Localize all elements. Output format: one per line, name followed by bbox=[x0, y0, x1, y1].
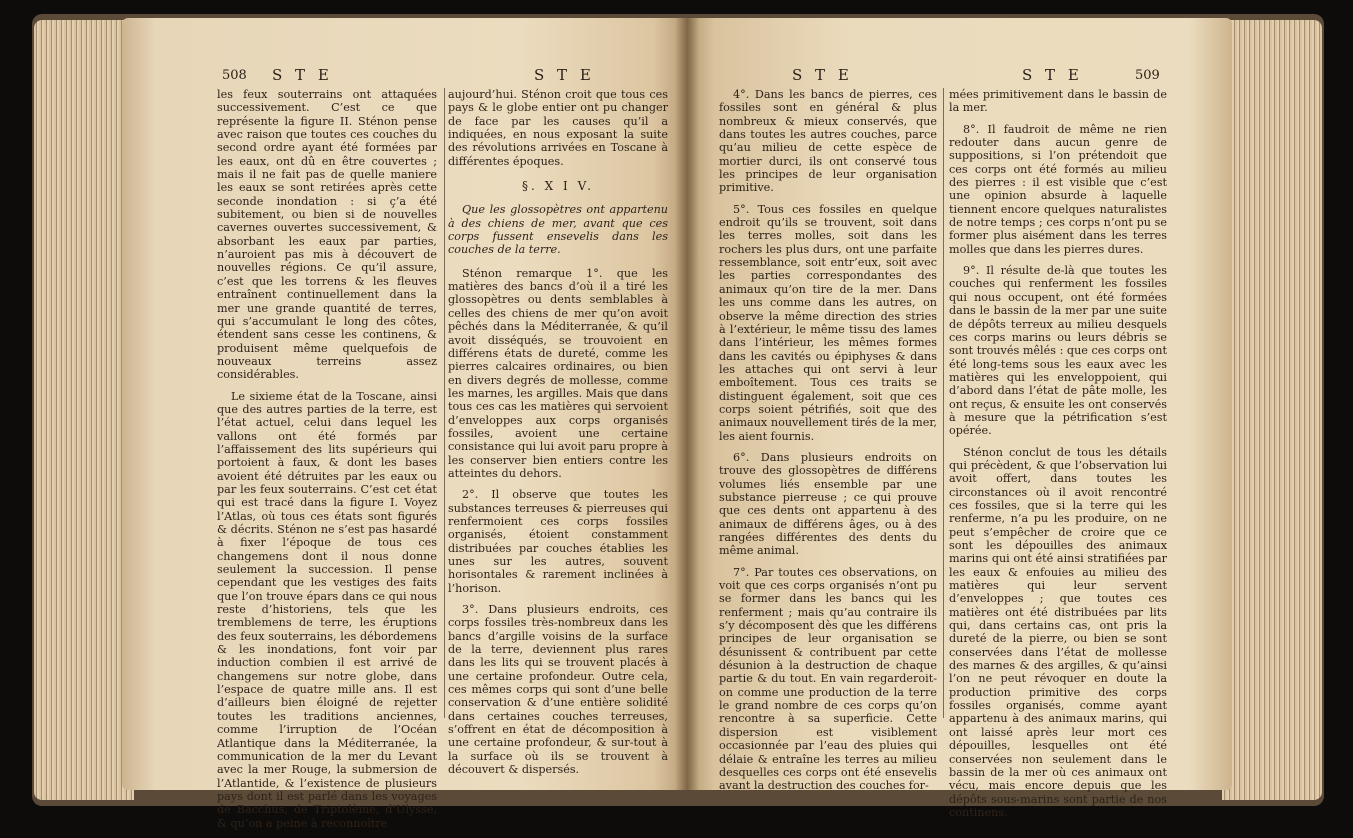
paragraph: Sténon conclut de tous les détails qui précèdent, & que l’observation lui avoit offert, dans toutes les circonstances où il avoit rencontré ces fossiles, que si la terre qui les renferme, n’a pu les produire, on ne peut s’empêcher de croire que ce sont les dépouilles des animaux marins qui ont été ainsi stratifiées par les eaux & enfouies au milieu des matières qui leur servent d’enveloppes ; que toutes ces matières ont été distribuées par lits qui, dans certains cas, ont pris la dureté de la pierre, ou bien se sont conservées dans l’état de mollesse des marnes & des argilles, & qu’ainsi l’on ne peut révoquer en doute la production primitive des corps fossiles organisés, comme ayant appartenu à des animaux marins, qui ont laissé après leur mort ces dépouilles, lesquelles ont été conservées non seulement dans le bassin de la mer où ces animaux ont vécu, mais encore depuis que les dépôts sous-marins sont partie de nos continens. bbox=[949, 445, 1167, 819]
section-summary: Que les glossopètres ont appartenu à des chiens de mer, avant que ces corps fussent ensevelis dans les couches de la terre. bbox=[448, 203, 668, 257]
paragraph: mées primitivement dans le bassin de la mer. bbox=[949, 88, 1167, 115]
left-column-1 bbox=[217, 88, 437, 838]
column-rule bbox=[444, 88, 445, 718]
running-head: S T E bbox=[272, 66, 333, 84]
paragraph: 8°. Il faudroit de même ne rien redouter dans aucun genre de suppositions, si l’on prétendoit que ces corps ont été formés au milieu des pierres : il est visible que c’est une opinion absurde à laquelle tiennent encore quelques naturalistes de notre temps ; ces corps n’ont pu se former plus aisément dans les terres molles que dans les pierres dures. bbox=[949, 122, 1167, 256]
section-title: §. X I V. bbox=[522, 179, 594, 194]
left-page bbox=[122, 18, 687, 830]
page-number: 508 bbox=[222, 68, 247, 83]
page-edges-left bbox=[34, 20, 134, 800]
left-column-2 bbox=[448, 88, 668, 785]
paragraph: 7°. Par toutes ces observations, on voit que ces corps organisés n’ont pu se former dans les bancs qui les renferment ; mais qu’au contraire ils s’y décomposent dès que les différens principes de leur organisation se désunissent & contribuent par cette désunion à la destruction de chaque partie & du tout. En vain regarderoit-on comme une production de la terre le grand nombre de ces corps qu’on rencontre à sa superficie. Cette dispersion est visiblement occasionnée par l’eau des pluies qui délaie & entraîne les terres au milieu desquelles ces corps ont été ensevelis avant la destruction des couches for- bbox=[719, 565, 937, 793]
right-column-2 bbox=[949, 88, 1167, 827]
paragraph: 3°. Dans plusieurs endroits, ces corps fossiles très-nombreux dans les bancs d’argille voisins de la surface de la terre, deviennent plus rares dans les lits qui se trouvent placés à une certaine profondeur. Outre cela, ces mêmes corps qui sont d’une belle conservation & d’une entière solidité dans certaines couches terreuses, s’offrent en état de décomposition à une certaine profondeur, & sur-tout à la surface où ils se trouvent à découvert & dispersés. bbox=[448, 603, 668, 777]
paragraph: 2°. Il observe que toutes les substances terreuses & pierreuses qui renfermoient ces corps fossiles organisés, étoient constamment distribuées par couches établies les unes sur les autres, souvent horisontales & rarement inclinées à l’horison. bbox=[448, 488, 668, 595]
paragraph: Sténon remarque 1°. que les matières des bancs d’où il a tiré les glossopètres ou dents semblables à celles des chiens de mer qu’on avoit pêchés dans la Méditerranée, & qu’il avoit disséqués, se trouvoient en différens états de dureté, comme les pierres calcaires ordinaires, ou bien en divers degrés de mollesse, comme les marnes, les argilles. Mais que dans tous ces cas les matières qui servoient d’enveloppes aux corps organisés fossiles, avoient une certaine consistance qui lui avoit paru propre à les conserver bien entiers contre les atteintes du dehors. bbox=[448, 266, 669, 480]
running-head-col2: S T E bbox=[1022, 66, 1083, 84]
paragraph: 4°. Dans les bancs de pierres, ces fossiles sont en général & plus nombreux & mieux conservés, que dans toutes les autres couches, parce qu’au milieu de cette espèce de mortier durci, ils ont conservé tous les principes de leur organisation primitive. bbox=[719, 88, 937, 195]
running-head: S T E bbox=[792, 66, 853, 84]
paragraph: 5°. Tous ces fossiles en quelque endroit qu’ils se trouvent, soit dans les terres molles, soit dans les rochers les plus durs, ont une parfaite ressemblance, soit entr’eux, soit avec les parties correspondantes des animaux qu’on tire de la mer. Dans les uns comme dans les autres, on observe la même direction des stries à l’extérieur, le même tissu des lames dans l’intérieur, les mêmes formes dans les cavités ou épiphyses & dans les attaches qui ont servi à leur emboîtement. Tous ces traits se distinguent également, soit que ces corps soient pétrifiés, soit que des animaux nouvellement tirés de la mer, les aient fournis. bbox=[719, 202, 937, 443]
paragraph: aujourd’hui. Sténon croit que tous ces pays & le globe entier ont pu changer de face par les causes qu’il a indiquées, en nous exposant la suite des révolutions arrivées en Toscane à différentes époques. bbox=[448, 88, 668, 168]
paragraph: 6°. Dans plusieurs endroits on trouve des glossopètres de différens volumes liés ensemble par une substance pierreuse ; ce qui prouve que ces dents ont appartenu à des animaux de différens âges, ou à des rangées différentes des dents du même animal. bbox=[719, 450, 937, 558]
column-rule bbox=[943, 88, 944, 718]
paragraph: Le sixieme état de la Toscane, ainsi que des autres parties de la terre, est l’état actuel, celui dans lequel les vallons ont été formés par l’affaissement des lits supérieurs qui portoient à faux, & dont les bases avoient été détruites par les eaux ou par les feux souterrains. C’est cet état qui est tracé dans la figure I. Voyez l’Atlas, où tous ces états sont figurés & décrits. Sténon ne s’est pas hasardé à fixer l’époque de tous ces changemens dont il nous donne seulement la succession. Il pense cependant que les vestiges des faits que l’on trouve épars dans ce qui nous reste d’historiens, tels que les tremblemens de terre, les éruptions des feux souterrains, les débordemens & les inondations, font voir par induction combien il est arrivé de changemens sur notre globe, dans l’espace de quatre mille ans. Il est d’ailleurs bien éloigné de rejetter toutes les traditions anciennes, comme l’irruption de l’Océan Atlantique dans la Méditerranée, la communication de la mer du Levant avec la mer Rouge, la submersion de l’Atlantide, & l’existence de plusieurs pays dont il est parlé dans les voyages de Bacchus, de Triptolème, d’Ulysse, & qu’on a peine à reconnoître bbox=[217, 389, 437, 830]
page-edges-right bbox=[1222, 20, 1322, 800]
paragraph: 9°. Il résulte de-là que toutes les couches qui renferment les fossiles qui nous occupent, ont été formées dans le bassin de la mer par une suite de dépôts terreux au milieu desquels ces corps marins ou leurs débris se sont trouvés mêlés : que ces corps ont été long-tems sous les eaux avec les matières qui les enveloppoient, qui d’abord dans l’état de pâte molle, les ont reçus, & ensuite les ont conservés à mesure que la pétrification s’est opérée. bbox=[949, 264, 1167, 438]
right-column-1 bbox=[719, 88, 937, 801]
page-number: 509 bbox=[1135, 68, 1160, 83]
book-gutter bbox=[675, 18, 699, 790]
paragraph: les feux souterrains ont attaquées successivement. C’est ce que représente la figure II. Sténon pense avec raison que toutes ces couches du second ordre ayant été formées par les eaux, ont dû en être couvertes ; mais il ne fait pas de quelle maniere les eaux se sont retirées après cette seconde inondation : si ç’a été subitement, ou bien si de nouvelles cavernes ouvertes successivement, & absorbant les eaux par parties, n’auroient pas mis à découvert de nouvelles régions. Ce qu’il assure, c’est que les torrens & les fleuves entraînent continuellement dans la mer une grande quantité de terres, qui s’accumulant le long des côtes, étendent sans cesse les continens, & produisent même quelquefois de nouveaux terreins assez considérables. bbox=[217, 88, 437, 382]
running-head-col2: S T E bbox=[534, 66, 595, 84]
right-page bbox=[687, 18, 1232, 819]
